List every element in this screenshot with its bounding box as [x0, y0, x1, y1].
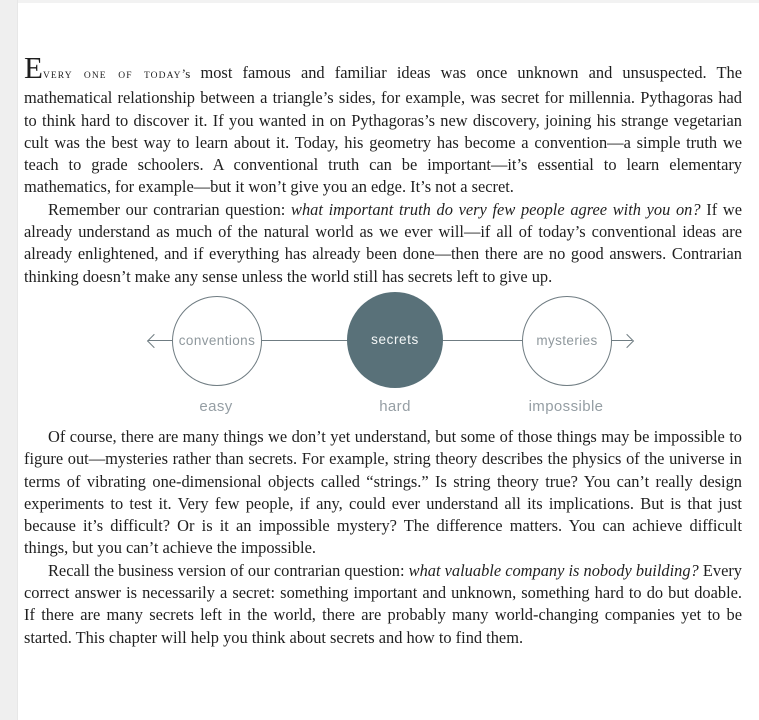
right-arrow-icon	[620, 334, 634, 348]
diagram-sublabel-impossible: impossible	[528, 397, 604, 415]
left-arrow-icon	[146, 334, 160, 348]
diagram-node-label: mysteries	[536, 333, 598, 349]
paragraph-opening-text: most famous and familiar ideas was once unknown and unsuspected. The mathematical relationship between a triangle’s sides, for example, was secret for millennia. Pythagoras had to think hard to discover it. If you wanted in on Pythagoras’s new discovery, joining his strange vegetarian cult was the best way to learn about it. Today, his geometry has become a convention—a simple truth we teach to grade schoolers. A conventional truth can be important—it’s essential to learn elementary mathematics, for example—but it won’t give you an edge. It’s not a secret.	[24, 63, 742, 197]
opening-suffix: ’s	[181, 66, 191, 81]
page-content	[24, 50, 743, 649]
dropcap: E	[24, 50, 43, 85]
opening-smallcaps: VERY ONE OF TODAY	[42, 71, 182, 81]
contrarian-question-italic: what important truth do very few people agree with you on?	[291, 199, 701, 219]
diagram-node-label: secrets	[371, 332, 419, 348]
paragraph-lead-text: Remember our contrarian question:	[48, 199, 292, 219]
diagram-node-conventions	[172, 296, 262, 386]
page-top-edge	[0, 0, 759, 3]
business-question-italic: what valuable company is nobody building?	[408, 560, 699, 580]
paragraph-rest-text: Every correct answer is necessarily a secret: something important and unknown, something hard to do but doable. If there are many secrets left in the world, there are probably many world-changing companies yet to be started. This chapter will help you think about secrets and how to find them.	[24, 560, 743, 647]
spectrum-diagram	[24, 292, 742, 418]
diagram-node-secrets	[347, 292, 443, 388]
paragraph-rest-text: If we already understand as much of the natural world as we ever will—if all of today’s conventional ideas are already enlightened, and if everything has already been done—then there are no good answers. Contrarian thinking doesn’t make any sense unless the world still has secrets left to give up.	[24, 199, 742, 286]
paragraph-opening	[24, 50, 742, 199]
paragraph-business-question	[24, 560, 742, 649]
diagram-node-mysteries	[522, 296, 612, 386]
diagram-sublabel-hard: hard	[379, 397, 411, 415]
paragraph-lead-text: Recall the business version of our contrarian question:	[48, 560, 409, 580]
diagram-sublabel-easy: easy	[199, 397, 233, 415]
diagram-node-label: conventions	[178, 333, 256, 349]
page-left-edge	[0, 0, 18, 720]
paragraph-text: Of course, there are many things we don’t yet understand, but some of those things may be impossible to figure out—mysteries rather than secrets. For example, string theory describes the physics of the universe in terms of vibrating one-dimensional objects called “strings.” Is string theory true? You can’t really design experiments to test it. Very few people, if any, could ever understand all its implications. But is that just because it’s difficult? Or is it an impossible mystery? The difference matters. You can achieve difficult things, but you can’t achieve the impossible.	[24, 426, 742, 558]
paragraph-contrarian-question	[24, 199, 742, 288]
paragraph-mysteries	[24, 426, 742, 560]
